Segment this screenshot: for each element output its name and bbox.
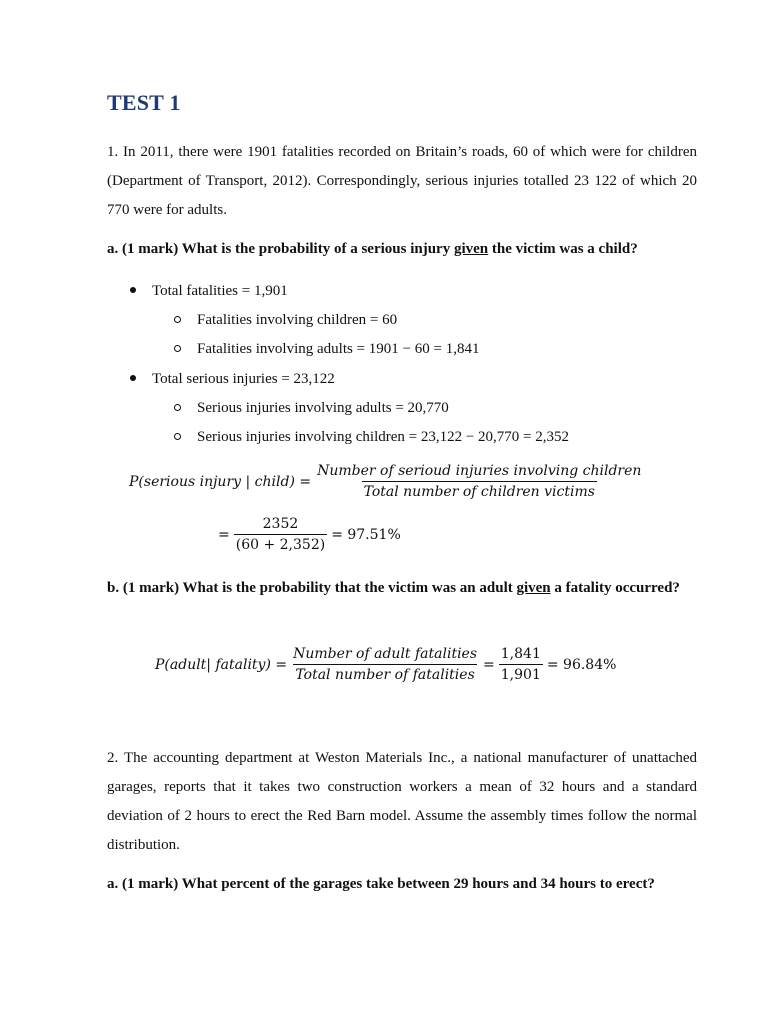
equation-lhs: P(serious injury | child) = xyxy=(129,473,312,490)
fraction-numerator: Number of serioud injuries involving children xyxy=(317,463,642,479)
fraction-denominator: Total number of fatalities xyxy=(293,664,476,683)
question-1b-pre: b. (1 mark) What is the probability that the victim was an adult xyxy=(107,580,517,596)
equation-conditional-fatality xyxy=(155,646,616,683)
fraction xyxy=(291,646,479,683)
equation-conditional-child xyxy=(129,463,647,500)
equation-lhs: P(adult| fatality) = xyxy=(155,656,288,673)
bullet-ring-icon xyxy=(174,433,181,440)
question-1b-keyword: given xyxy=(516,580,551,596)
equation-result: = 97.51% xyxy=(331,526,401,543)
bullet-dot-icon xyxy=(130,375,136,381)
question-1a-keyword: given xyxy=(453,241,489,257)
question-2-intro: 2. The accounting department at Weston Materials Inc., a national manufacturer of unattached garages, reports that it takes two construction workers a mean of 32 hours and a standard deviation of 2 hours to erect the Red Barn model. Assume the assembly times follow the normal distribution. xyxy=(107,750,697,853)
fraction xyxy=(234,516,327,553)
bullet-ring-icon xyxy=(174,345,181,352)
list-subitem: Serious injuries involving children = 23,122 − 20,770 = 2,352 xyxy=(197,429,570,445)
list-subitem: Fatalities involving children = 60 xyxy=(197,312,398,328)
question-1a xyxy=(107,235,697,264)
list-subitem: Serious injuries involving adults = 20,770 xyxy=(197,400,449,416)
fraction-numerator: 2352 xyxy=(262,516,299,532)
equals-sign: = xyxy=(218,526,230,543)
question-1b-post: a fatality occurred? xyxy=(550,580,680,596)
list-item: Total fatalities = 1,901 xyxy=(152,283,288,299)
fraction-denominator: 1,901 xyxy=(499,664,543,683)
fraction-numerator: 1,841 xyxy=(500,646,541,662)
fraction xyxy=(315,463,643,500)
equation-result-child xyxy=(218,516,401,553)
page-title: TEST 1 xyxy=(107,90,181,115)
bullet-dot-icon xyxy=(130,287,136,293)
equals-sign: = xyxy=(483,656,495,673)
bullet-ring-icon xyxy=(174,316,181,323)
fraction-denominator: Total number of children victims xyxy=(362,481,597,500)
bullet-ring-icon xyxy=(174,404,181,411)
fraction-numerator: Number of adult fatalities xyxy=(293,646,478,662)
fraction xyxy=(499,646,543,683)
question-1b xyxy=(107,574,697,603)
fraction-denominator: (60 + 2,352) xyxy=(234,534,327,553)
question-1a-pre: a. (1 mark) What is the probability of a serious injury xyxy=(107,241,454,257)
equation-result: = 96.84% xyxy=(546,656,617,673)
question-2a: a. (1 mark) What percent of the garages take between 29 hours and 34 hours to erect? xyxy=(107,876,655,892)
list-item: Total serious injuries = 23,122 xyxy=(152,371,335,387)
question-1-intro: 1. In 2011, there were 1901 fatalities recorded on Britain’s roads, 60 of which were for children (Department of Transport, 2012). Correspondingly, serious injuries totalled 23 122 of which 20 770 were for adults. xyxy=(107,144,697,218)
question-1a-post: the victim was a child? xyxy=(488,241,638,257)
list-subitem: Fatalities involving adults = 1901 − 60 = 1,841 xyxy=(197,341,480,357)
